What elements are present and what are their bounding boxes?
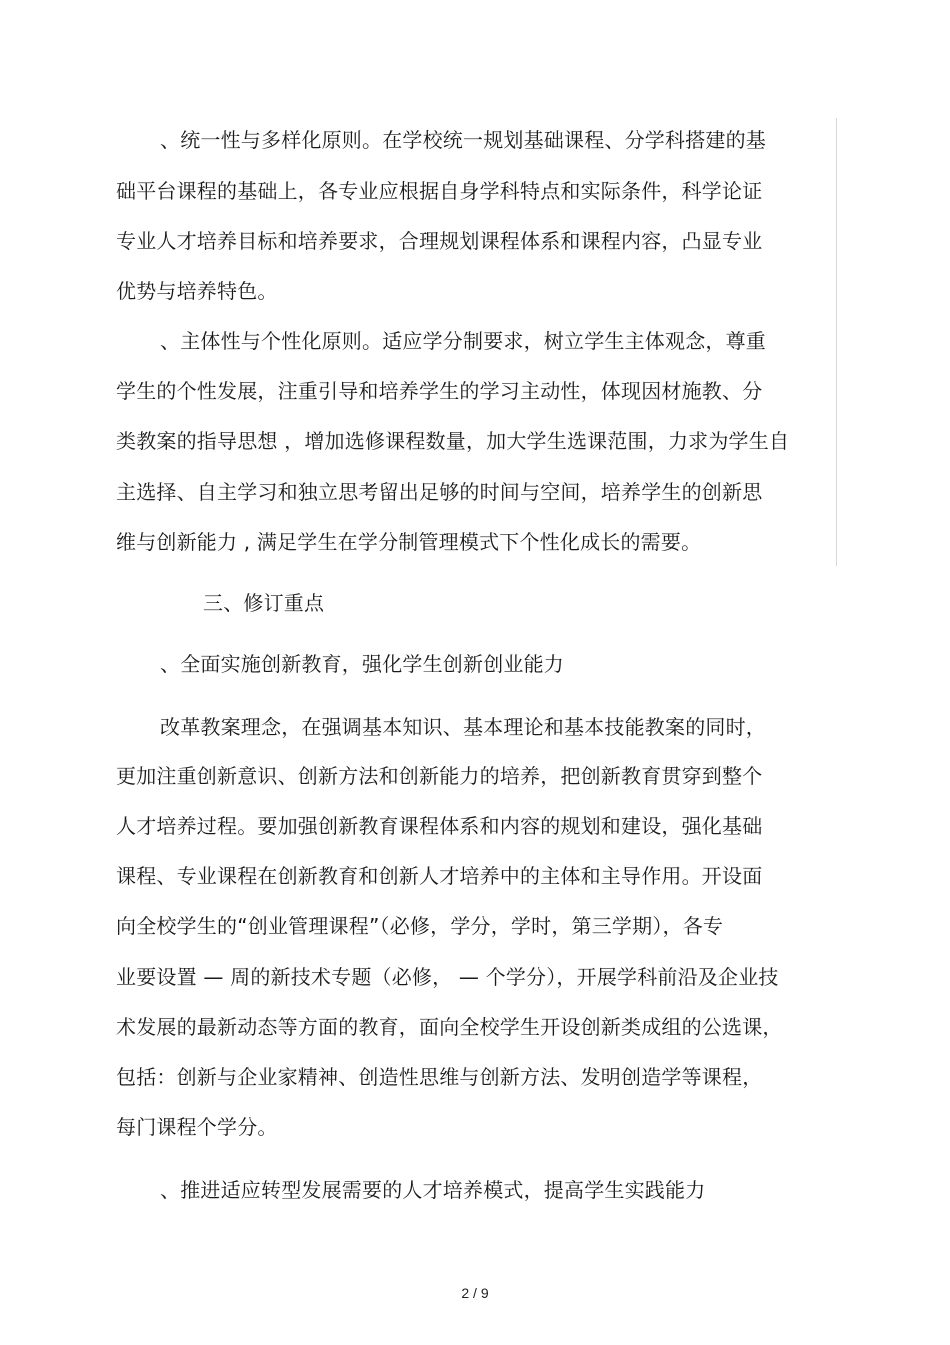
para2-line-1: 、主体性与个性化原则。适应学分制要求，树立学生主体观念，尊重 bbox=[160, 329, 766, 353]
para3-line-4: 课程、专业课程在创新教育和创新人才培养中的主体和主导作用。开设面 bbox=[116, 864, 763, 888]
para2-line-2: 学生的个性发展，注重引导和培养学生的学习主动性，体现因材施教、分 bbox=[116, 379, 763, 403]
para3-line-6: 业要设置 — 周的新技术专题（必修， — 个学分），开展学科前沿及企业技 bbox=[116, 965, 779, 989]
subheading-2: 、推进适应转型发展需要的人才培养模式，提高学生实践能力 bbox=[160, 1178, 706, 1202]
para1-line-2: 础平台课程的基础上，各专业应根据自身学科特点和实际条件，科学论证 bbox=[116, 179, 763, 203]
subheading-1: 、全面实施创新教育，强化学生创新创业能力 bbox=[160, 652, 564, 676]
para2-line-5: 维与创新能力 , 满足学生在学分制管理模式下个性化成长的需要。 bbox=[116, 530, 702, 554]
para1-line-3: 专业人才培养目标和培养要求，合理规划课程体系和课程内容，凸显专业 bbox=[116, 229, 763, 253]
para3-line-7: 术发展的最新动态等方面的教育，面向全校学生开设创新类成组的公选课， bbox=[116, 1015, 783, 1039]
para3-line-8: 包括：创新与企业家精神、创造性思维与创新方法、发明创造学等课程， bbox=[116, 1065, 763, 1089]
para3-line-1: 改革教案理念，在强调基本知识、基本理论和基本技能教案的同时， bbox=[160, 715, 766, 739]
right-margin-rule bbox=[836, 118, 837, 566]
section-heading: 三、修订重点 bbox=[203, 591, 325, 615]
para1-line-1: 、统一性与多样化原则。在学校统一规划基础课程、分学科搭建的基 bbox=[160, 128, 766, 152]
para3-line-2: 更加注重创新意识、创新方法和创新能力的培养，把创新教育贯穿到整个 bbox=[116, 764, 763, 788]
page-number: 2 / 9 bbox=[461, 1285, 489, 1301]
para3-line-9: 每门课程个学分。 bbox=[116, 1115, 278, 1139]
para3-line-3: 人才培养过程。要加强创新教育课程体系和内容的规划和建设，强化基础 bbox=[116, 814, 763, 838]
para2-line-4: 主选择、自主学习和独立思考留出足够的时间与空间，培养学生的创新思 bbox=[116, 480, 763, 504]
para2-line-3: 类教案的指导思想 ，增加选修课程数量，加大学生选课范围，力求为学生自 bbox=[116, 429, 790, 453]
para1-line-4: 优势与培养特色。 bbox=[116, 279, 278, 303]
para3-line-5: 向全校学生的“创业管理课程”（必修，学分，学时，第三学期），各专 bbox=[116, 914, 724, 938]
